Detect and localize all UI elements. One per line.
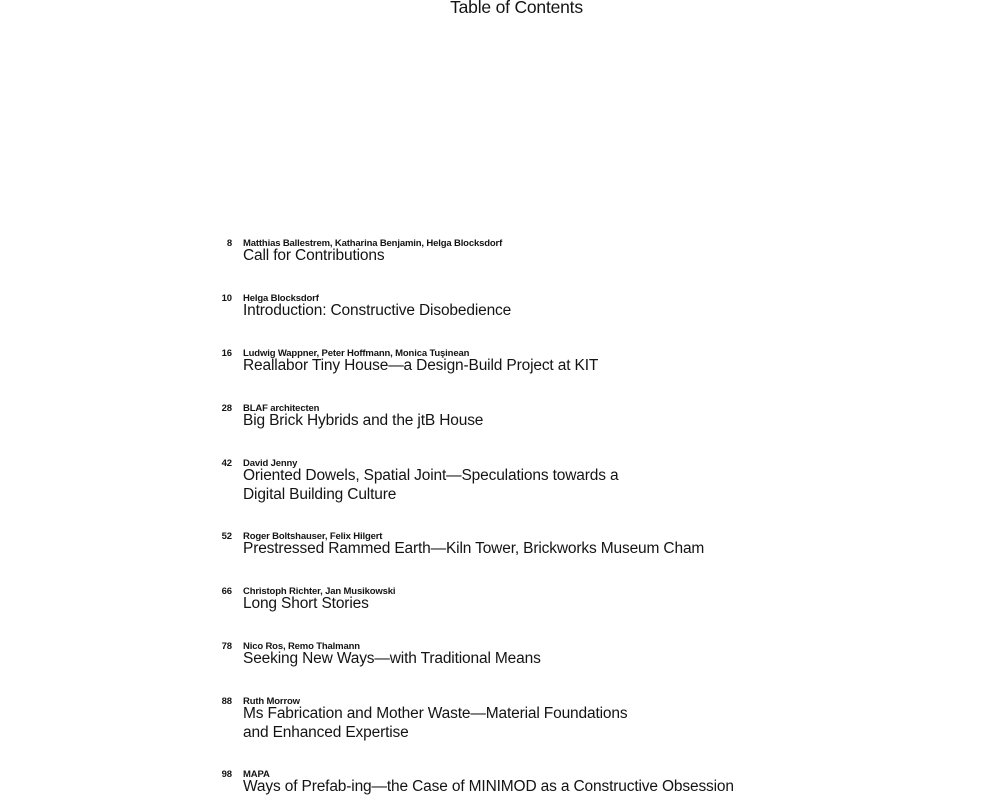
toc-page-number: 16 <box>221 348 232 359</box>
toc-entry-title[interactable]: Introduction: Constructive Disobedience <box>243 302 512 319</box>
toc-page-number: 66 <box>221 586 232 597</box>
toc-page-number: 42 <box>221 458 232 469</box>
toc-authors: Nico Ros, Remo Thalmann <box>243 641 360 652</box>
toc-page-number: 52 <box>221 531 232 542</box>
toc-entry-title[interactable]: Big Brick Hybrids and the jtB House <box>243 412 484 429</box>
toc-authors: Roger Boltshauser, Felix Hilgert <box>243 531 383 542</box>
toc-entry-title[interactable]: Ms Fabrication and Mother Waste—Material Foundations and Enhanced Expertise <box>243 705 628 741</box>
toc-page-number: 10 <box>221 293 232 304</box>
toc-entry-title[interactable]: Call for Contributions <box>243 247 385 264</box>
page-title: Table of Contents <box>450 0 583 17</box>
toc-entry-title[interactable]: Oriented Dowels, Spatial Joint—Speculations towards a Digital Building Culture <box>243 467 619 503</box>
toc-authors: David Jenny <box>243 458 298 469</box>
toc-page-number: 88 <box>221 696 232 707</box>
toc-authors: BLAF architecten <box>243 403 320 414</box>
toc-authors: MAPA <box>243 769 270 780</box>
toc-entry-title[interactable]: Seeking New Ways—with Traditional Means <box>243 650 541 667</box>
toc-page-number: 8 <box>226 238 232 249</box>
toc-authors: Ludwig Wappner, Peter Hoffmann, Monica Tuşinean <box>243 348 470 359</box>
toc-entry-title[interactable]: Prestressed Rammed Earth—Kiln Tower, Brickworks Museum Cham <box>243 540 705 557</box>
toc-authors: Ruth Morrow <box>243 696 300 707</box>
toc-page-number: 78 <box>221 641 232 652</box>
toc-authors: Helga Blocksdorf <box>243 293 319 304</box>
toc-entry-title[interactable]: Long Short Stories <box>243 595 369 612</box>
toc-authors: Christoph Richter, Jan Musikowski <box>243 586 396 597</box>
toc-entry-title[interactable]: Ways of Prefab-ing—the Case of MINIMOD as a Constructive Obsession <box>243 778 734 795</box>
toc-authors: Matthias Ballestrem, Katharina Benjamin, Helga Blocksdorf <box>243 238 503 249</box>
toc-entry-title[interactable]: Reallabor Tiny House—a Design-Build Project at KIT <box>243 357 599 374</box>
toc-page-number: 28 <box>221 403 232 414</box>
toc-page-number: 98 <box>221 769 232 780</box>
